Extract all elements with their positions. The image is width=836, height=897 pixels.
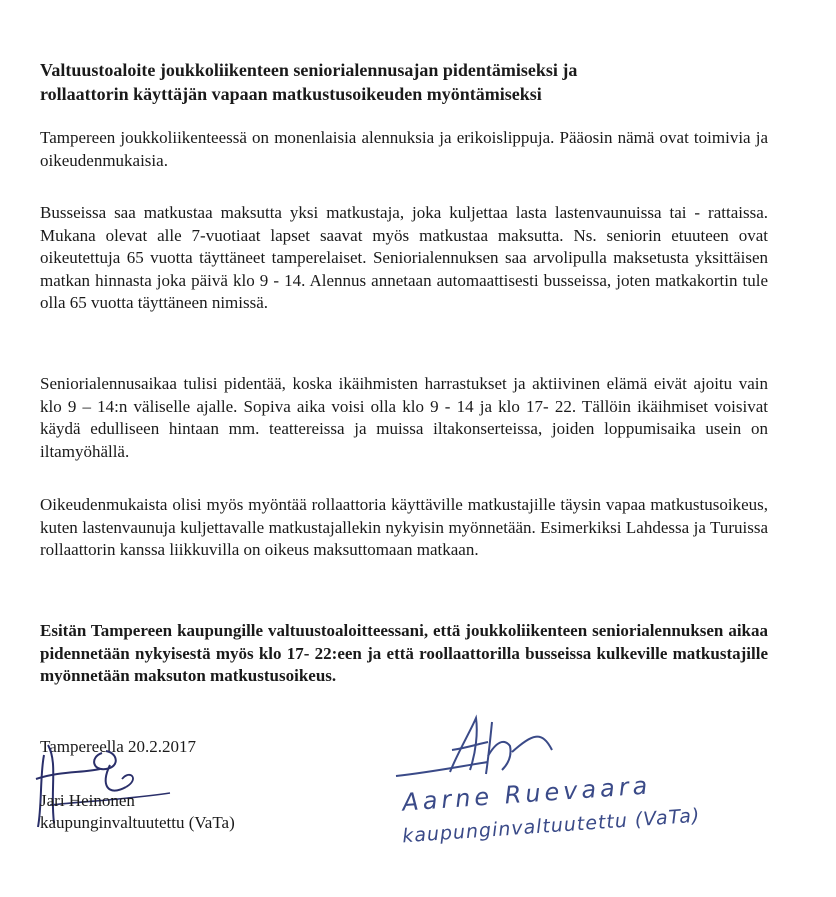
title-line-1: Valtuustoaloite joukkoliikenteen seniorialennusajan pidentämiseksi ja: [40, 60, 578, 80]
handwritten-signer-name: Aarne Ruevaara: [401, 771, 653, 817]
paragraph-extend-hours: Seniorialennusaikaa tulisi pidentää, koska ikäihmisten harrastukset ja aktiivinen elämä eivät ajoitu vain klo 9 – 14:n väliselle ajalle. Sopiva aika voisi olla klo 9 - 14 ja klo 17- 22. Tällöin ikäihmiset voisivat käydä edulliseen hintaan mm. teattereissa ja muissa iltakonserteissa, joiden loppumisaika usein on iltamyöhällä.: [40, 374, 768, 461]
paragraph-intro: Tampereen joukkoliikenteessä on monenlaisia alennuksia ja erikoislippuja. Pääosin nämä ovat toimivia ja oikeudenmukaisia.: [40, 128, 768, 170]
document-title: [40, 58, 800, 106]
paragraph-walker-free-travel: Oikeudenmukaista olisi myös myöntää rollaattoria käyttäville matkustajille täysin vapaa matkustusoikeus, kuten lastenvaunuja kuljettavalle matkustajallekin nykyisin myönnetään. Esimerkiksi Lahdessa ja Turuissa rollaattorin kanssa liikkuvilla on oikeus maksuttomaan matkaan.: [40, 495, 768, 559]
handwritten-signer-role: kaupunginvaltuutettu (VaTa): [401, 804, 701, 848]
signer-name: Jari Heinonen: [40, 791, 135, 810]
title-line-2: rollaattorin käyttäjän vapaan matkustusoikeuden myöntämiseksi: [40, 84, 542, 104]
paragraph-proposal: Esitän Tampereen kaupungille valtuustoaloitteessani, että joukkoliikenteen seniorialennuksen aikaa pidennetään nykyisestä myös klo 17- 22:een ja että roollaattorilla busseissa kulkeville matkustajille myönnetään maksuton matkustusoikeus.: [40, 621, 768, 685]
signer-role: kaupunginvaltuutettu (VaTa): [40, 813, 235, 832]
place-and-date: Tampereella 20.2.2017: [40, 737, 197, 756]
paragraph-current-discounts: Busseissa saa matkustaa maksutta yksi matkustaja, joka kuljettaa lasta lastenvaunuissa tai - rattaissa. Mukana olevat alle 7-vuotiaat lapset saavat myös matkustaa maksutta. Ns. seniorin etuuteen ovat oikeutettuja 65 vuotta täyttäneet tamperelaiset. Seniorialennuksen saa arvolipulla maksetusta yksittäisen matkan hinnasta joka päivä klo 9 - 14. Alennus annetaan automaattisesti busseissa, joten matkakortin tule olla 65 vuotta täyttäneen nimissä.: [40, 203, 768, 312]
